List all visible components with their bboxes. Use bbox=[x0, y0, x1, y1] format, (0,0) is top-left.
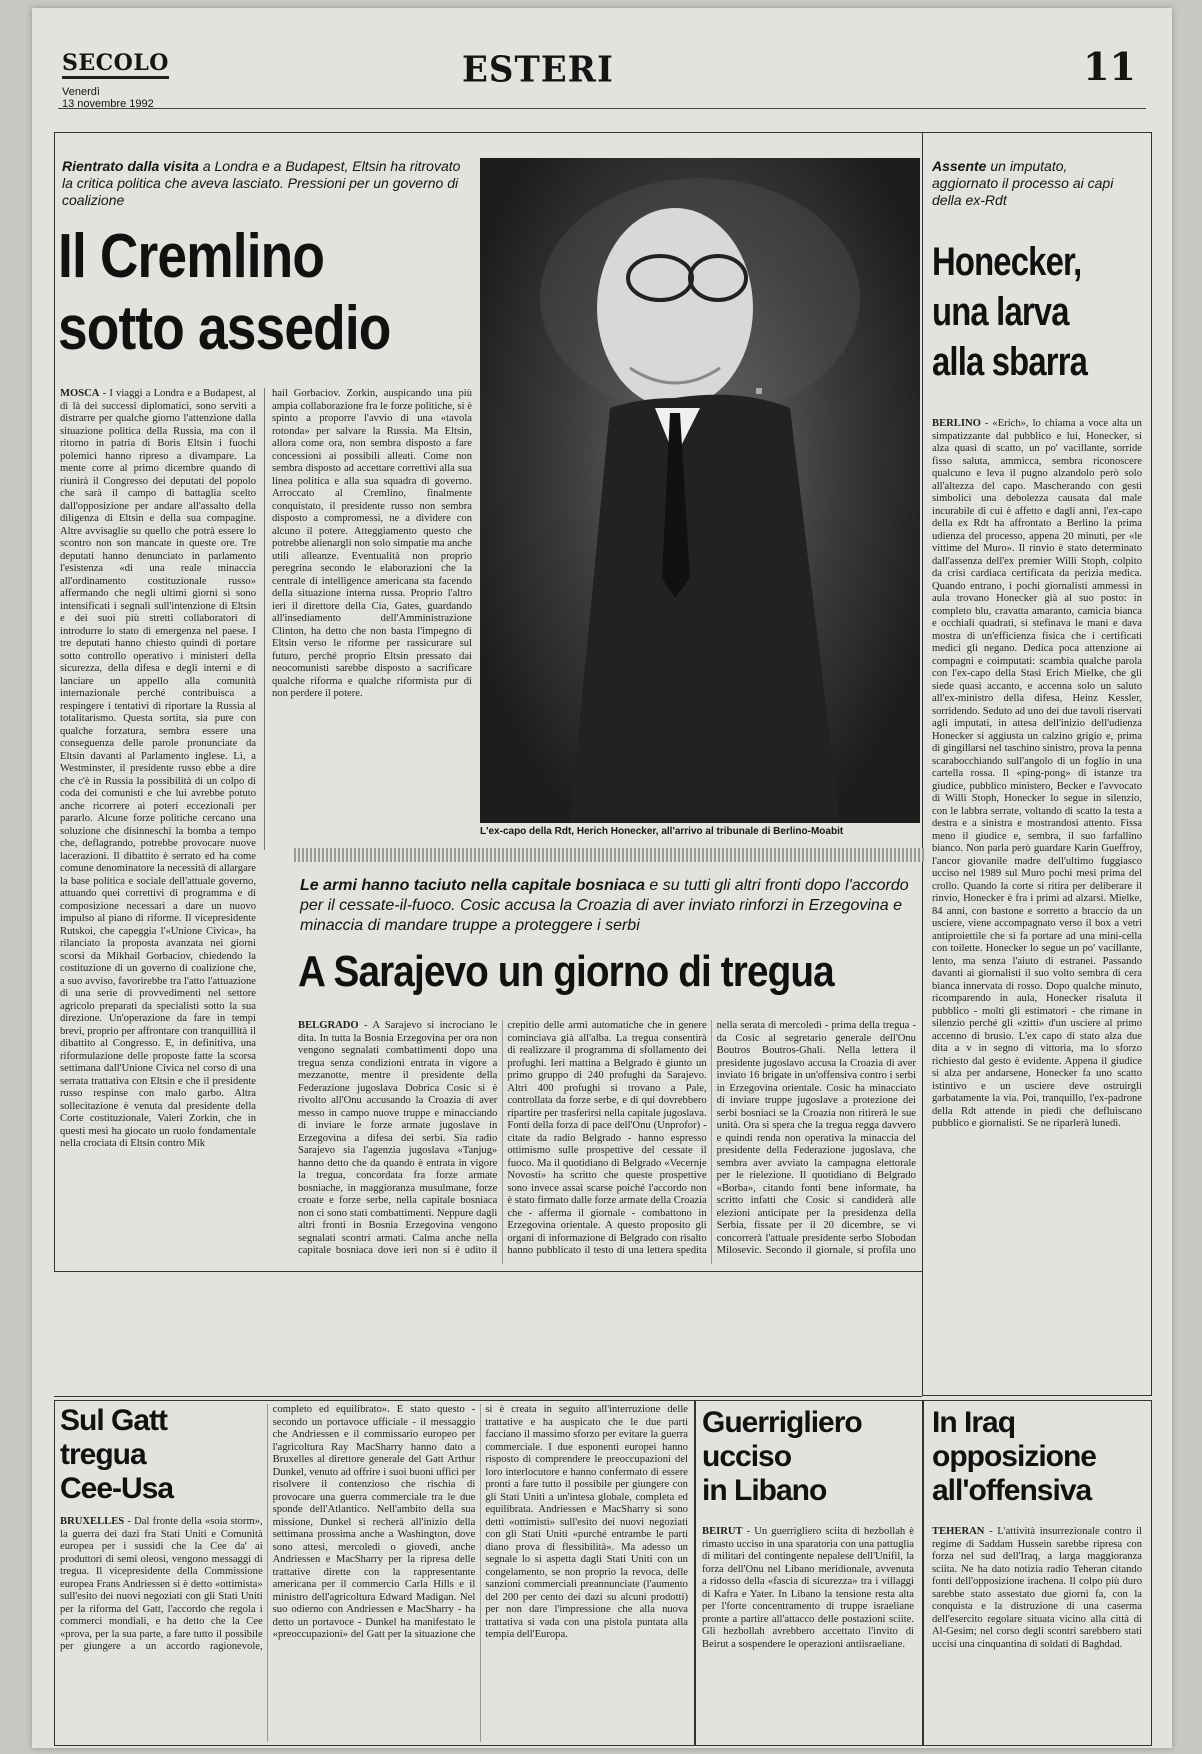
cremlino-kicker bbox=[62, 158, 472, 209]
section-divider bbox=[294, 848, 926, 862]
cremlino-dateline: MOSCA bbox=[60, 388, 100, 399]
gatt-body bbox=[60, 1404, 688, 1742]
sarajevo-body bbox=[298, 1020, 916, 1264]
masthead bbox=[62, 38, 1142, 118]
honecker-kicker-bold: Assente bbox=[932, 158, 987, 174]
cremlino-headline-1: Il Cremlino bbox=[58, 222, 325, 291]
libano-headline-3: in Libano bbox=[702, 1474, 827, 1507]
sarajevo-dateline: BELGRADO bbox=[298, 1020, 359, 1031]
iraq-body-text: - L'attività insurrezionale contro il regime di Saddam Hussein sarebbe ripresa con forza nel sud dell'Iraq, a larga maggioranza sciita. Ne ha dato notizia radio Teheran citando fonti dell'opposizione irachena. Il colpo più duro sarebbe stato assestato due giorni fa, con la conquista e la distruzione di una caserma dell'esercito regolare situata vicino alla città di Al-Gesim; nel corso degli scontri sarebbero stati uccisi una cinquantina di soldati di Baghdad. bbox=[932, 1526, 1142, 1650]
cremlino-kicker-bold: Rientrato dalla visita bbox=[62, 158, 199, 174]
honecker-kicker-rest: un imputato, aggiornato il processo ai capi della ex-Rdt bbox=[932, 158, 1114, 208]
libano-body bbox=[702, 1526, 914, 1740]
sarajevo-headline: A Sarajevo un giorno di tregua bbox=[298, 947, 834, 996]
iraq-dateline: TEHERAN bbox=[932, 1526, 985, 1537]
iraq-body bbox=[932, 1526, 1142, 1740]
photo-caption: L'ex-capo della Rdt, Herich Honecker, all'arrivo al tribunale di Berlino-Moabit bbox=[480, 826, 844, 837]
cremlino-headline-2: sotto assedio bbox=[58, 294, 391, 363]
gatt-headline-1: Sul Gatt bbox=[60, 1404, 168, 1437]
gatt-dateline: BRUXELLES bbox=[60, 1516, 125, 1527]
libano-headline-1: Guerrigliero bbox=[702, 1406, 862, 1439]
honecker-body bbox=[932, 418, 1142, 1388]
cremlino-body-col2 bbox=[272, 388, 472, 848]
gatt-headline-3: Cee-Usa bbox=[60, 1472, 174, 1505]
libano-headline-2: ucciso bbox=[702, 1440, 792, 1473]
cremlino-kicker-rest: a Londra e a Budapest, Eltsin ha ritrovato la critica politica che aveva lasciato. Pressioni per un governo di coalizione bbox=[62, 158, 461, 208]
issue-date: 13 novembre 1992 bbox=[62, 98, 154, 110]
honecker-kicker bbox=[932, 158, 1132, 209]
sarajevo-kicker bbox=[300, 876, 910, 936]
portrait-illustration bbox=[480, 158, 920, 823]
page-number: 11 bbox=[1083, 44, 1136, 89]
newspaper-page bbox=[32, 8, 1172, 1748]
sarajevo-body-text: - A Sarajevo si incrociano le dita. In tutta la Bosnia Erzegovina per ora non vengono segnalati combattimenti dopo una tregua senza condizioni entrata in vigore a mezzanotte, mentre il presidente della Federazione jugoslava Dobrica Cosic si è rivolto all'Onu accusando la Croazia di aver messo in campo nuove truppe e minacciando di inviare le forze armate jugoslave in Erzegovina a difesa dei serbi. Sia radio Sarajevo sia l'agenzia jugoslava «Tanjug» hanno detto che da quando è entrata in vigore la tregua, concordata fra forze armate bosniache, in maggioranza musulmane, forze croate e forze serbe, nella capitale bosniaca non ci sono stati combattimenti. Neppure dagli altri fronti in Bosnia Erzegovina vengono segnalati scontri armati. Calma anche nella capitale bosniaca dove ieri non si è udito il crepitìo delle armi automatiche che in genere cominciava già all'alba. La tregua consentirà di realizzare il programma di sfollamento dei profughi. Ieri mattina a Belgrado è giunto un primo gruppo di 240 profughi da Sarajevo. Altri 400 profughi si trovano a Pale, controllata da forze serbe, e di qui dovrebbero ripartire per trasferirsi nella capitale jugoslava. Fonti della forza di pace dell'Onu (Unprofor) - citate da radio Belgrado - hanno espresso ottimismo sulle prospettive del cessate il fuoco. Ma il quotidiano di Belgrado «Vecernje Novosti» ha scritto che queste prospettive sono invece assai scarse poiché l'accordo non è stato firmato dalle forze armate della Croazia che - afferma il giornale - combattono in Erzegovina orientale. A questo proposito gli organi di informazione di Belgrado con risalto hanno pubblicato il testo di una lettera spedita nella serata di mercoledì - prima della tregua - da Cosic al segretario generale dell'Onu Boutros Boutros-Ghali. Nella lettera il presidente jugoslavo accusa la Croazia di aver inviato 16 brigate in un'offensiva contro i serbi in Erzegovina orientale. Cosic ha minacciato di inviare truppe jugoslave a protezione dei serbi bosniaci se la Croazia non ritirerà le sue unità. Ora si spera che la tregua regga davvero e quindi renda non operativa la minaccia del presidente della Federazione jugoslava, che sembra aver avviato la campagna elettorale per le rielezione. Il quotidiano di Belgrado «Borba», citando fonti bene informate, ha scritto infatti che Cosic si candiderà alle elezioni anticipate per la presidenza della Serbia, fissate per il 20 dicembre, se vi concorrerà l'attuale presidente serbo Slobodan Milosevic. Secondo il giornale, si profila uno bbox=[298, 1020, 916, 1256]
cremlino-col2-text: hail Gorbaciov. Zorkin, auspicando una più ampia collaborazione fra le forze politiche, si è spinto a proporre l'avvio di una «tavola rotonda» per salvare la Russia. Ma Eltsin, allora come ora, non sembra disposto a fare concessioni ai possibili alleati. Come non sembra disposto ad accettare correttivi alla sua linea politica e alla sua squadra di governo. Arroccato al Cremlino, finalmente conquistato, il presidente russo non sembra disposto a compromessi, ne a dividere con alcuno il potere. Atteggiamento questo che potrebbe alienargli non solo simpatie ma anche utili alleanze. Eventualità non proprio peregrina secondo le elaborazioni che la centrale di intelligence americana sta facendo della situazione interna russa. Proprio l'altro ieri il direttore della Cia, Gates, guardando all'insediamento dell'Amministrazione Clinton, ha detto che non basta l'impegno di Eltsin verso le riforme per rassicurare sul futuro, perché proprio Eltsin pressato dai neocomunisti sarebbe disposto a sacrificare qualche riforma e qualche riformista pur di non perdere il potere. bbox=[272, 388, 472, 699]
honecker-dateline: BERLINO bbox=[932, 418, 981, 429]
iraq-headline-1: In Iraq bbox=[932, 1406, 1016, 1439]
column-rule bbox=[264, 388, 265, 850]
cremlino-col1-text: - I viaggi a Londra e a Budapest, al di là dei successi diplomatici, sono serviti a distrarre per qualche giorno l'attenzione dalla situazione politica della Russia, ma con il ritorno in patria di Boris Eltsin i fuochi polemici hanno ripreso a divampare. La mente corre al primo dicembre quando di riunirà il Congresso dei deputati del popolo che sarà il campo di battaglia scelto dall'opposizione per andare all'assalto della diligenza di Eltsin e della sua compagine. Altre avvisaglie su quello che potrà essere lo scontro non son mancate in queste ore. Tre deputati hanno denunciato in parlamento l'esistenza «di una reale minaccia all'ordinamento costituzionale russo» affermando che negli ultimi giorni si sono intensificati i segnali sull'intenzione di Eltsin e dei suoi più stretti collaboratori di introdurre lo stato di emergenza nel paese. I tre deputati hanno chiesto quindi di portare sotto controllo operativo i ministeri della sicurezza, della difesa e degli interni e di lanciare un appello alla comunità internazionale perché contribuisca a respingere i tentativi di riportare la Russia al totalitarismo. Questa sortita, sia pure con qualche forzatura, sembra essere una conseguenza delle parole pronunciate da Eltsin davanti al Parlamento inglese. Lì, a Westminster, il presidente russo ebbe a dire che c'è in Russia la possibilità di un colpo di coda dei comunisti e che lui avrebbe potuto anche ricorrere ai poteri eccezionali per pararlo. Alcune forze politiche cercano una soluzione che disinneschi la bomba a tempo che, deflagrando, potrebbe provocare nuove lacerazioni. Il dibattito è serrato ed ha come comune denominatore la necessità di allargare la base politica e sociale dell'attuale governo, attuando quei correttivi di programma e di composizione necessari a dare un nuovo impulso al piano di riforme. Il vicepresidente Rutskoi, che capeggia l'«Unione Civica», ha rilanciato la proposta avanzata nei giorni scorsi da Mikhail Gorbaciov, chiedendo la costituzione di un governo di coalizione che, a suo avviso, favorirebbe tra l'atto l'attuazione di una serie di provvedimenti nel settore agricolo preparati da specialisti sotto la sua direzione. Un'operazione da fare in tempi brevi, proprio per affrontare con tranquillità il dibattito al Congresso. E, in definitiva, una riformulazione delle proposte fatte la scorsa settimana dall'Unione Civica nel corso di una serrata trattativa con Eltsin e che il presidente russo respinse con malo garbo. Altra sollecitazione è venuta dal presidente della Corte costituzionale, Valeri Zorkin, che in questi mesi ha giocato un ruolo fondamentale nella crociata di Eltsin contro Mik bbox=[60, 388, 256, 1149]
sarajevo-kicker-bold: Le armi hanno taciuto nella capitale bosniaca bbox=[300, 877, 645, 894]
honecker-headline-1: Honecker, bbox=[932, 240, 1082, 284]
iraq-headline-3: all'offensiva bbox=[932, 1474, 1092, 1507]
honecker-headline-2: una larva bbox=[932, 290, 1069, 334]
gatt-body-text: - Dal fronte della «soia storm», la guerra dei dazi fra Stati Uniti e Comunità europea per i sussidi che la Cee da' ai produttori di semi oleosi, vengono messaggi di tregua. Il vicepresidente della Commissione europea Frans Andriessen si è detto «ottimista» sull'esito dei nuovi negoziati con gli Stati Uniti per la riforma del Gatt, l'accordo che regola i commerci mondiali, e ha detto che la Cee «prova, per la sua parte, a fare tutto il possibile per giungere a un accordo ragionevole, completo ed equilibrato». È stato questo - secondo un portavoce ufficiale - il messaggio che Andriessen e il commissario europeo per l'agricoltura Ray MacSharry hanno dato a Bruxelles al direttore generale del Gatt Arthur Dunkel, venuto ad offrire i suoi buoni uffici per risolvere il contenzioso che rischia di provocare una guerra commerciale tra le due sponde dell'Atlantico. Nell'ambito della sua missione, Dunkel si recherà all'inizio della settimana prossima anche a Washington, dove sono attesi, mercoledì o giovedì, anche Andriessen e MacSharry per la ripresa delle trattative dirette con la rappresentante americana per il commercio Carla Hills e il ministro dell'agricoltura Edward Madigan. Nel suo odierno con Andriessen e MacSharry - ha detto un portavoce - Dunkel ha manifestato le «preoccupazioni» del Gatt per la situazione che si è creata in seguito all'interruzione delle trattative e ha auspicato che le due parti facciano il massimo sforzo per evitare la guerra commerciale. I due esponenti europei hanno risposto di comprendere le preoccupazioni del loro interlocutore e hanno confermato di essere pronti a fare tutto il possibile per giungere con gli Stati Uniti a un'intesa globale, completa ed equilibrata. Andriessen e MacSharry si sono detti «ottimisti» sull'esito dei nuovi negoziati con gli Stati Uniti «purché entrambe le parti diano prova di flessibilità». Ma adesso un segnale lo si aspetta dagli Stati Uniti con un congelamento, se non proprio la revoca, delle sanzioni commerciali preannunciate (l'aumento del 200 per cento dei dazi su alcuni prodotti) per non dare l'impressione che alla nuova trattativa si vada con una pistola puntata alla tempia dell'Europa. bbox=[60, 1404, 688, 1652]
bottom-rule bbox=[54, 1396, 922, 1397]
honecker-photo bbox=[480, 158, 920, 823]
section-title: ESTERI bbox=[462, 49, 614, 91]
cremlino-body-col1 bbox=[60, 388, 256, 1358]
sarajevo-kicker-rest: e su tutti gli altri fronti dopo l'accordo per il cessate-il-fuoco. Cosic accusa la Croazia di aver inviato rinforzi in Erzegovina e minaccia di mandare truppe a proteggere i serbi bbox=[300, 877, 909, 934]
honecker-body-text: - «Erich», lo chiama a voce alta un simpatizzante dal pubblico e lui, Honecker, si alza quasi di scatto, un po' vacillante, sorride fisso saluta, ammicca, sembra riconoscere qualcuno e leva il pugno alzandolo però solo all'altezza del capo. Mascherando con gesti simbolici una debolezza causata dal male incurabile di cui è affetto e dagli anni, l'ex-capo della ex Rdt ha affrontato a Berlino la prima udienza del processo, appena 20 minuti, per «le vittime del Muro». Il rinvio è stato determinato dall'assenza dell'ex premier Willi Stoph, colpito da crisi cardiaca certificata da perizia medica. Quando entrano, i pochi giornalisti ammessi in aula trovano Honecker già al suo posto: in completo blu, cravatta amaranto, camicia bianca e occhiali quadrati, si stefinava le mani e dava mostra di un'efficienza fisica che i certificati medici gli negano. Dedica poca attenzione ai compagni e coimputati: scambia qualche parola con l'ex-capo della Stasi Erich Mielke, che gli siede quasi accanto, e accenna solo un saluto all'ex-ministro della difesa, Heinz Kessler, sorridendo. Seduto ad uno dei due tavoli riservati agli imputati, in attesa dell'inizio dell'udienza Honecker si aggiusta un calzino grigio e, prima di gingillarsi nel taschino sinistro, prova la penna scarabocchiando sull'angolo di un foglio in una cartella rossa. Il «ping-pong» di istanze tra giudice, pubblico ministero, Becker e l'avvocato di Willi Stoph, Honecker lo segue in silenzio, con le labbra serrate, voltando di scatto la testa a destra e a sinistra e mostrandosi attento. Fissa meno il giudice e, sembra, il suo farfallino bianco. Non parla però guardare Karin Gueffroy, l'ancor giovanile madre dell'ultimo fuggiasco ucciso nel 1989 sul Muro pochi mesi prima del crollo. Quando la corte si ritira per deliberare il rinvio, Honecker è fra i primi ad alzarsi. Mielke, 84 anni, con bastone e sorretto a braccio da un usciere, viene accompagnato verso il box a vetri antiproiettile che si fa portare ad una mini-cella con toilette. Honecker lo segue un po' vacillante, lento, ma senza l'aiuto di estranei. Passando davanti ai giornalisti il suo volto sembra di cera bianca innervata di rosso. Dopo qualche minuto, ricomparendo in aula, Honecker risaluta il pubblico - molti gli estimatori - che rimane in silenzio perché gli «zitti» d'un usciere al primo accenno di brusìo. L'ex capo di stato alza due dita a v in segno di vittoria, ma lo sforzo richiesto dal gesto è evidente. Appena il giudice si alza per andarsene, Honecker fa uno scatto istintivo e un usciere deve ostruirgli garbatamente la via. Poi, tranquillo, l'ex-padrone della Rdt attende in piedi che defluiscano pubblico e giornalisti. Se ne riparlerà lunedì. bbox=[932, 418, 1142, 1129]
iraq-headline-2: opposizione bbox=[932, 1440, 1096, 1473]
issue-day: Venerdì bbox=[62, 86, 100, 98]
libano-body-text: - Un guerrigliero sciita di hezbollah è rimasto ucciso in una sparatoria con una pattuglia di militari del contingente nepalese dell'Unifil, la forza dell'Onu nel Libano meridionale, avvenuta a ridosso della «fascia di sicurezza» tra i villaggi di Kafra e Yater. In Libano la tensione resta alta per l'forte concentramento di truppe israeliane pronte a partire all'attacco delle postazioni sciite. Gli hezbollah avrebbero accettato l'invito di Beirut a sospendere le operazioni antiisraeliane. bbox=[702, 1526, 914, 1650]
top-rule bbox=[58, 108, 1146, 109]
gatt-headline-2: tregua bbox=[60, 1438, 146, 1471]
honecker-headline-3: alla sbarra bbox=[932, 340, 1088, 384]
paper-name: SECOLO bbox=[62, 50, 169, 79]
libano-dateline: BEIRUT bbox=[702, 1526, 743, 1537]
gatt-headline-spacer bbox=[60, 1404, 263, 1516]
